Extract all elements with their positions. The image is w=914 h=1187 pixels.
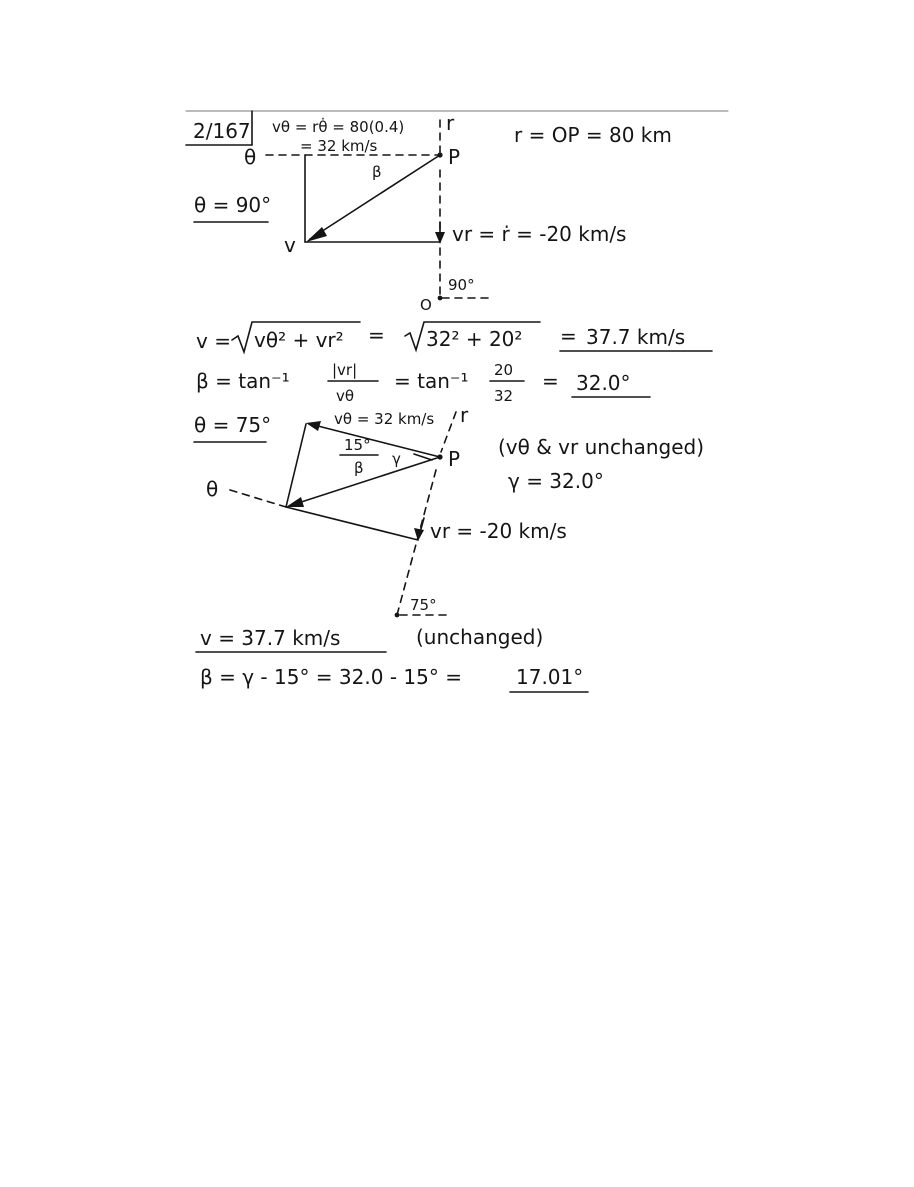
origin-dot-b [395,613,400,618]
v-theta-eq-line1: vθ = rθ̇ = 80(0.4) [272,118,405,136]
r-axis-label-b: r [460,403,469,427]
origin-label: O [420,296,432,314]
point-p-b [437,454,442,459]
v-note-b: (unchanged) [416,625,544,649]
theta-axis-label: θ [244,145,257,169]
beta-result: 32.0° [576,371,631,395]
beta-fraction2-num: 20 [494,361,514,379]
v-lhs: v = [196,329,231,353]
beta-mid: = tan⁻¹ [394,369,469,393]
theta-axis-label-b: θ [206,477,219,501]
v-line-b: v = 37.7 km/s [200,626,341,650]
point-p-label-b: P [448,447,461,471]
vr-equation: vr = ṙ = -20 km/s [452,222,627,246]
beta-result-b: 17.01° [516,665,584,689]
r-axis-label: r [446,111,455,135]
r-definition: r = OP = 80 km [514,123,672,147]
v-sqrt-radicand-2: 32² + 20² [426,327,523,351]
beta-equals: = [542,369,559,393]
beta-line-b: β = γ - 15° = 32.0 - 15° = [200,665,462,689]
point-p [437,152,442,157]
v-equals-1: = [368,323,385,347]
point-p-label: P [448,145,461,169]
v-sqrt-radicand-1: vθ² + vr² [254,328,344,352]
beta-label-b: β [354,459,364,477]
beta-fraction-num: |vr| [332,361,358,379]
angle-90-label: 90° [448,276,475,294]
theta-75-value: θ = 75° [194,413,272,437]
velocity-vector-b [292,457,440,505]
v-theta-label-b: vθ = 32 km/s [334,410,435,428]
rect-b-left [286,424,306,507]
theta-axis-b [230,490,286,507]
gamma-value: γ = 32.0° [508,469,604,493]
beta-fraction-den: vθ [336,387,355,405]
problem-number: 2/167 [193,119,251,143]
v-equals-2: = [560,324,577,348]
theta-90-value: θ = 90° [194,193,272,217]
v-result: 37.7 km/s [586,325,686,349]
angle-75-label: 75° [410,596,437,614]
vr-equation-b: vr = -20 km/s [430,519,567,543]
v-label: v [284,233,296,257]
angle-15-label: 15° [344,436,371,454]
beta-label: β [372,163,382,181]
beta-lhs: β = tan⁻¹ [196,369,290,393]
r-axis-b-upper [441,412,456,452]
rect-b-bottom [286,507,418,540]
beta-fraction2-den: 32 [494,387,514,405]
v-theta-arrowhead-b [306,421,321,431]
rect-b-top [310,424,440,457]
v-theta-eq-line2: = 32 km/s [300,137,378,155]
gamma-label-b: γ [392,450,401,468]
unchanged-note: (vθ & vr unchanged) [498,435,705,459]
